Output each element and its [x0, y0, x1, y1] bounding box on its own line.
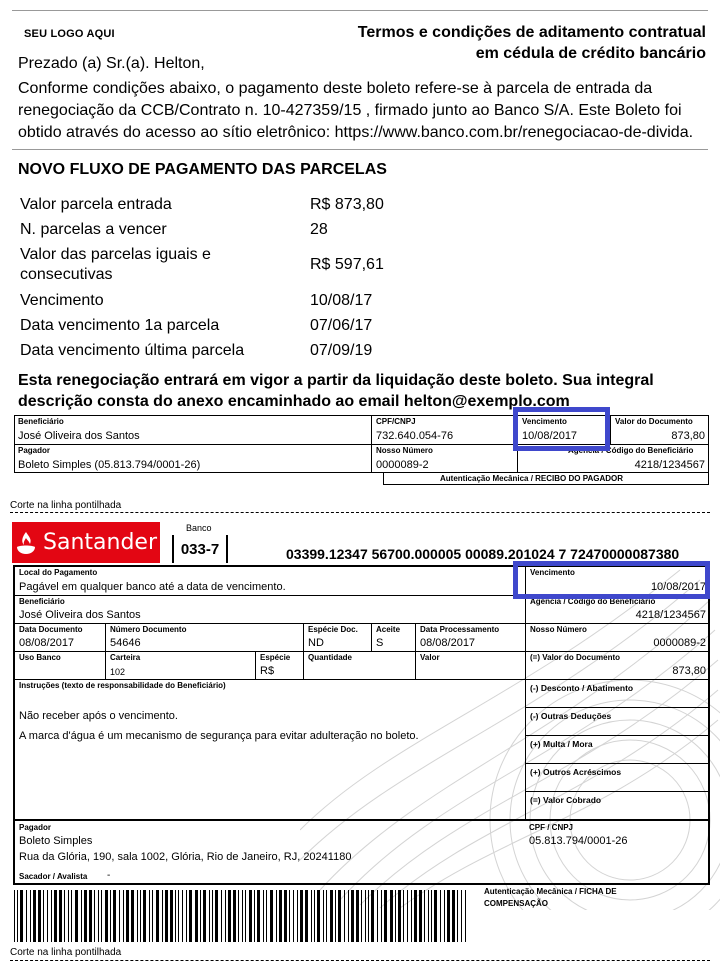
barcode-bar [317, 890, 320, 942]
payment-slip [13, 565, 710, 885]
barcode-bar [75, 890, 78, 942]
row-label: Valor das parcelas iguais e consecutivas [20, 246, 211, 283]
receipt-pagador: Boleto Simples (05.813.794/0001-26) [18, 459, 201, 471]
barcode-bar [390, 890, 393, 942]
barcode-bar [20, 890, 23, 942]
row-value: 28 [310, 220, 328, 238]
document-title-line2: em cédula de crédito bancário [475, 45, 706, 62]
barcode-bar [242, 890, 243, 942]
receipt-agencia: 4218/1234567 [634, 459, 705, 471]
slip-pagador-endereco: Rua da Glória, 190, sala 1002, Glória, Rio de Janeiro, RJ, 20241180 [19, 851, 352, 863]
row-value: 07/09/19 [310, 341, 373, 359]
barcode-bar [245, 890, 246, 942]
barcode-bar [361, 890, 362, 942]
barcode-bar [126, 890, 129, 942]
barcode-bar [189, 890, 192, 942]
field-label: Carteira [110, 653, 141, 662]
field-label: CPF / CNPJ [529, 823, 574, 832]
barcode-bar [119, 890, 120, 942]
slip-valor-doc: 873,80 [672, 665, 706, 677]
barcode-bar [186, 890, 187, 942]
slip-aceite-cell [371, 623, 415, 651]
barcode-bar [221, 890, 222, 942]
slip-uso-banco-cell [15, 651, 105, 679]
row-label: N. parcelas a vencer [20, 220, 167, 238]
slip-outros-acrescimos-cell [525, 763, 710, 791]
barcode-bar [323, 890, 324, 942]
barcode-bar [137, 890, 138, 942]
top-divider [12, 10, 708, 11]
document-title-line1: Termos e condições de aditamento contratual [357, 24, 706, 41]
slip-local-cell [15, 567, 525, 595]
receipt-valor: 873,80 [671, 430, 705, 442]
barcode-bar [297, 890, 298, 942]
barcode-bar [68, 890, 69, 942]
field-label: Nosso Número [376, 446, 433, 455]
barcode-bar [175, 890, 176, 942]
slip-especie-cell [255, 651, 303, 679]
barcode-bar [365, 890, 366, 942]
field-label: Vencimento [530, 568, 575, 577]
field-label: CPF/CNPJ [376, 417, 416, 426]
barcode-bar [465, 890, 466, 942]
barcode-bar [377, 890, 378, 942]
slip-num-doc-cell [105, 623, 303, 651]
barcode-bar [300, 890, 303, 942]
receipt-nosso-numero: 0000089-2 [376, 459, 429, 471]
receipt-pagador-cell [14, 444, 371, 473]
barcode-bar [368, 890, 369, 942]
barcode-bar [165, 890, 168, 942]
table-row [14, 192, 390, 217]
receipt-vencimento: 10/08/2017 [522, 430, 578, 442]
barcode-bar [335, 890, 336, 942]
barcode-bar [143, 890, 146, 942]
barcode-bar [212, 890, 213, 942]
barcode-bar [330, 890, 333, 942]
field-label: Número Documento [110, 625, 187, 634]
cut-line-bottom [10, 960, 710, 961]
instrucao-2: A marca d'água é um mecanismo de segurança para evitar adulteração no boleto. [19, 730, 419, 742]
barcode-bar [444, 890, 445, 942]
notice-line2: descrição consta do anexo encaminhado ao email helton@exemplo.com [18, 393, 570, 410]
slip-quantidade-cell [303, 651, 415, 679]
slip-especie-doc-cell [303, 623, 371, 651]
field-label: Quantidade [308, 653, 353, 662]
barcode-bar [64, 890, 65, 942]
slip-beneficiario: José Oliveira dos Santos [19, 609, 141, 621]
slip-valor-cell [415, 651, 525, 679]
slip-data-proc-cell [415, 623, 525, 651]
table-row [14, 242, 390, 288]
bank-code-label: Banco [186, 523, 212, 533]
bank-name: Santander [43, 530, 157, 555]
row-label: Vencimento [20, 291, 104, 309]
barcode-bar [47, 890, 48, 942]
slip-pagador-area [15, 819, 710, 885]
field-label: Local do Pagamento [19, 568, 98, 577]
barcode-bar [228, 890, 231, 942]
barcode-bar [414, 890, 417, 942]
barcode-bar [293, 890, 294, 942]
barcode-bar [149, 890, 150, 942]
slip-pagador-cpf: 05.813.794/0001-26 [529, 835, 628, 847]
slip-desconto-cell [525, 679, 710, 707]
row-value: 10/08/17 [310, 291, 373, 309]
barcode-bar [84, 890, 87, 942]
barcode-bar [156, 890, 159, 942]
slip-authentication-line1: Autenticação Mecânica / FICHA DE [484, 887, 617, 896]
barcode-bar [434, 890, 437, 942]
slip-authentication [484, 886, 617, 910]
barcode-bar [428, 890, 429, 942]
row-label: Valor parcela entrada [20, 195, 172, 213]
slip-agencia: 4218/1234567 [635, 609, 706, 621]
section-divider [12, 149, 708, 150]
row-value: R$ 873,80 [310, 195, 384, 213]
barcode-bar [54, 890, 57, 942]
cut-line-label: Corte na linha pontilhada [10, 500, 122, 511]
barcode-bar [195, 890, 198, 942]
slip-especie: R$ [260, 665, 275, 677]
slip-valor-doc-cell [525, 651, 710, 679]
flow-title: NOVO FLUXO DE PAGAMENTO DAS PARCELAS [18, 161, 387, 178]
barcode-bar [89, 890, 92, 942]
row-value: R$ 597,61 [310, 256, 384, 273]
barcode-bar [209, 890, 210, 942]
barcode-bar [411, 890, 412, 942]
barcode-bar [98, 890, 99, 942]
barcode-bar [407, 890, 408, 942]
receipt-authentication-line [383, 484, 709, 485]
barcode-bar [26, 890, 27, 942]
barcode-bar [384, 890, 387, 942]
cut-line-label-bottom: Corte na linha pontilhada [10, 947, 122, 958]
field-label: Espécie [260, 653, 291, 662]
barcode [14, 890, 469, 942]
barcode-bar [152, 890, 153, 942]
cut-line [10, 512, 710, 513]
slip-data-doc: 08/08/2017 [19, 637, 75, 649]
slip-vencimento-highlight [513, 561, 710, 599]
barcode-bar [30, 890, 31, 942]
barcode-bar [314, 890, 315, 942]
barcode-bar [257, 890, 260, 942]
bank-logo [12, 522, 160, 563]
barcode-bar [94, 890, 95, 942]
company-logo: SEU LOGO AQUI [24, 28, 115, 40]
barcode-bar [203, 890, 206, 942]
payment-flow-table [14, 192, 390, 363]
slip-multa-cell [525, 735, 710, 763]
slip-valor-cobrado-cell [525, 791, 710, 819]
barcode-bar [431, 890, 432, 942]
field-label: Agência / Código do Beneficiário [568, 446, 694, 455]
slip-especie-doc: ND [308, 637, 324, 649]
slip-vencimento: 10/08/2017 [650, 581, 706, 593]
barcode-bar [51, 890, 52, 942]
barcode-bar [424, 890, 425, 942]
barcode-bar [178, 890, 179, 942]
barcode-bar [170, 890, 173, 942]
barcode-bar [395, 890, 396, 942]
slip-carteira: 102 [110, 667, 126, 677]
barcode-bar [270, 890, 273, 942]
field-label: (-) Desconto / Abatimento [530, 683, 634, 693]
receipt-authentication-label: Autenticação Mecânica / RECIBO DO PAGADOR [440, 474, 623, 483]
slip-authentication-line2: COMPENSAÇÃO [484, 899, 549, 908]
field-label: Data Documento [19, 625, 83, 634]
row-value: 07/06/17 [310, 316, 373, 334]
receipt-cpf: 732.640.054-76 [376, 430, 454, 442]
barcode-bar [419, 890, 422, 942]
field-label: Vencimento [522, 417, 567, 426]
letter-line1: Conforme condições abaixo, o pagamento deste boleto refere-se à parcela de entrada da [18, 80, 653, 97]
vencimento-highlight [513, 407, 610, 451]
barcode-bar [123, 890, 124, 942]
field-label: Agência / Código do Beneficiário [530, 597, 656, 606]
slip-aceite: S [376, 637, 384, 649]
barcode-bar [356, 890, 359, 942]
receipt-cpf-cell [371, 415, 517, 444]
document-title [286, 22, 706, 64]
table-row [14, 217, 390, 242]
row-label: Data vencimento 1a parcela [20, 316, 220, 334]
slip-data-doc-cell [15, 623, 105, 651]
field-label: Pagador [19, 823, 52, 832]
barcode-bar [348, 890, 349, 942]
barcode-bar [305, 890, 308, 942]
slip-outras-deducoes-cell [525, 707, 710, 735]
barcode-bar [110, 890, 111, 942]
barcode-bar [461, 890, 462, 942]
slip-agencia-cell [525, 595, 710, 623]
slip-instrucoes-cell [15, 679, 525, 819]
field-label: (+) Multa / Mora [530, 739, 593, 749]
slip-carteira-cell [105, 651, 255, 679]
barcode-bar [101, 890, 102, 942]
field-label: Valor [420, 653, 440, 662]
receipt-beneficiario: José Oliveira dos Santos [18, 430, 140, 442]
bank-code: 033-7 [172, 535, 228, 563]
barcode-bar [43, 890, 44, 942]
table-row [14, 338, 390, 363]
barcode-bar [33, 890, 36, 942]
slip-num-doc: 54646 [110, 637, 141, 649]
field-label: Uso Banco [19, 653, 61, 662]
barcode-bar [381, 890, 382, 942]
barcode-bar [452, 890, 455, 942]
field-label: (+) Outros Acréscimos [530, 767, 622, 777]
barcode-bar [38, 890, 41, 942]
field-label: Nosso Número [530, 625, 587, 634]
barcode-bar [162, 890, 163, 942]
barcode-bar [279, 890, 282, 942]
field-label: Data Processamento [420, 625, 500, 634]
field-label: Beneficiário [19, 597, 65, 606]
barcode-bar [14, 890, 15, 942]
barcode-bar [289, 890, 290, 942]
letter-line2: renegociação da CCB/Contrato n. 10-427359/15 , firmado junto ao Banco S/A. Este Boleto foi [18, 102, 682, 119]
barcode-bar [398, 890, 401, 942]
linha-digitavel: 03399.12347 56700.000005 00089.201024 7 72470000087380 [286, 546, 680, 562]
receipt-valor-cell [610, 415, 709, 444]
barcode-bar [447, 890, 450, 942]
barcode-bar [403, 890, 404, 942]
greeting: Prezado (a) Sr.(a). Helton, [18, 55, 205, 72]
table-row [14, 288, 390, 313]
instrucao-1: Não receber após o vencimento. [19, 710, 178, 722]
barcode-bar [338, 890, 341, 942]
barcode-bar [140, 890, 141, 942]
barcode-bar [81, 890, 82, 942]
barcode-bar [59, 890, 62, 942]
field-label: Instruções (texto de responsabilidade do Beneficiário) [19, 681, 226, 690]
barcode-bar [344, 890, 345, 942]
barcode-bar [284, 890, 287, 942]
receipt-beneficiario-cell [14, 415, 371, 444]
barcode-bar [249, 890, 252, 942]
field-label: Valor do Documento [615, 417, 693, 426]
barcode-bar [311, 890, 312, 942]
row-label: Data vencimento última parcela [20, 341, 245, 359]
slip-data-proc: 08/08/2017 [420, 637, 476, 649]
barcode-bar [113, 890, 116, 942]
barcode-bar [266, 890, 267, 942]
barcode-bar [326, 890, 327, 942]
barcode-bar [233, 890, 236, 942]
slip-pagador-nome: Boleto Simples [19, 835, 93, 847]
slip-sacador: - [107, 870, 111, 881]
slip-local: Pagável em qualquer banco até a data de vencimento. [19, 581, 286, 593]
slip-nosso-numero: 0000089-2 [653, 637, 706, 649]
slip-beneficiario-cell [15, 595, 525, 623]
barcode-bar [200, 890, 201, 942]
field-label: (-) Outras Deduções [530, 711, 612, 721]
field-label: (=) Valor do Documento [530, 653, 621, 662]
barcode-bar [254, 890, 255, 942]
field-label: Pagador [18, 446, 51, 455]
barcode-bar [71, 890, 72, 942]
letter-line3: obtido através do acesso ao sítio eletrônico: https://www.banco.com.br/renegociacao-de-divida. [18, 124, 694, 141]
barcode-bar [131, 890, 134, 942]
field-label: Beneficiário [18, 417, 64, 426]
slip-nosso-numero-cell [525, 623, 710, 651]
barcode-bar [225, 890, 226, 942]
receipt-nosso-numero-cell [371, 444, 517, 473]
barcode-bar [440, 890, 441, 942]
barcode-bar [371, 890, 374, 942]
barcode-bar [215, 890, 218, 942]
barcode-bar [238, 890, 239, 942]
barcode-bar [351, 890, 354, 942]
flame-icon [15, 531, 37, 555]
table-row [14, 313, 390, 338]
renegotiation-notice [18, 370, 654, 412]
field-label: Aceite [376, 625, 401, 634]
barcode-bar [17, 890, 18, 942]
barcode-bar [105, 890, 108, 942]
letter-paragraph [18, 78, 714, 144]
barcode-bar [276, 890, 277, 942]
barcode-bar [182, 890, 183, 942]
field-label: Sacador / Avalista [19, 872, 88, 881]
barcode-bar [263, 890, 264, 942]
notice-line1: Esta renegociação entrará em vigor a partir da liquidação deste boleto. Sua integral [18, 372, 654, 389]
field-label: Espécie Doc. [308, 625, 358, 634]
field-label: (=) Valor Cobrado [530, 795, 602, 805]
barcode-bar [457, 890, 458, 942]
